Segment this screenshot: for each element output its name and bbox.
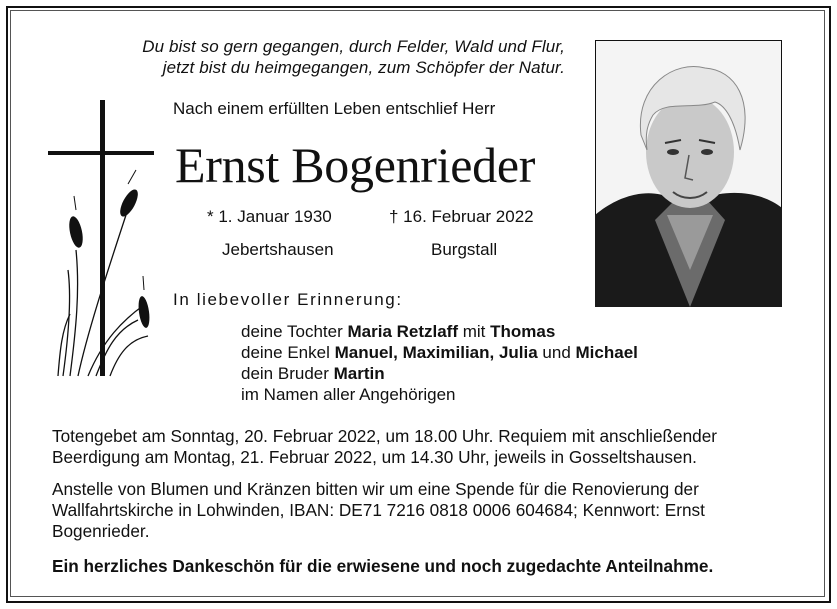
mourner-name: Thomas	[490, 322, 556, 341]
deceased-name: Ernst Bogenrieder	[175, 137, 536, 193]
thanks-paragraph: Ein herzliches Dankeschön für die erwiesene und noch zugedachte Anteilnahme.	[52, 556, 714, 576]
mourner-name: Michael	[575, 343, 638, 362]
poem-line-2: jetzt bist du heimgegangen, zum Schöpfer der Natur.	[162, 58, 565, 77]
birth-date: * 1. Januar 1930	[207, 207, 332, 226]
mourner-text: und	[537, 343, 576, 362]
mourner-row	[241, 321, 638, 342]
mourner-name: Martin	[333, 364, 385, 383]
mourners-list	[241, 321, 638, 405]
mourner-row	[241, 384, 638, 405]
mourner-row	[241, 342, 638, 363]
mourner-name: Maria Retzlaff	[347, 322, 459, 341]
mourner-text: deine Enkel	[241, 343, 335, 362]
birth-place: Jebertshausen	[222, 240, 334, 259]
notice-paragraphs	[52, 426, 792, 588]
poem-line-1: Du bist so gern gegangen, durch Felder, Wald und Flur,	[142, 37, 565, 56]
donation-paragraph: Anstelle von Blumen und Kränzen bitten wir um eine Spende für die Renovierung der Wallfahrtskirche in Lohwinden, IBAN: DE71 7216 0818 0006 604684; Kennwort: Ernst Bogenrieder.	[52, 479, 705, 541]
mourner-text: mit	[458, 322, 491, 341]
death-place: Burgstall	[431, 240, 498, 259]
service-paragraph: Totengebet am Sonntag, 20. Februar 2022, um 18.00 Uhr. Requiem mit anschließender Beerdigung am Montag, 21. Februar 2022, um 14.30 Uhr, jeweils in Gosseltshausen.	[52, 426, 717, 467]
intro-text: Nach einem erfüllten Leben entschlief Herr	[173, 99, 496, 118]
mourner-text: im Namen aller Angehörigen	[241, 385, 456, 404]
portrait-photo	[595, 40, 782, 307]
poem	[142, 36, 565, 78]
mourner-name: Manuel, Maximilian, Julia	[334, 343, 538, 362]
memory-heading: In liebevoller Erinnerung:	[173, 290, 403, 309]
cross-with-wheat-icon	[48, 100, 158, 380]
death-date: † 16. Februar 2022	[389, 207, 534, 226]
mourner-row	[241, 363, 638, 384]
mourner-text: deine Tochter	[241, 322, 348, 341]
mourner-text: dein Bruder	[241, 364, 334, 383]
